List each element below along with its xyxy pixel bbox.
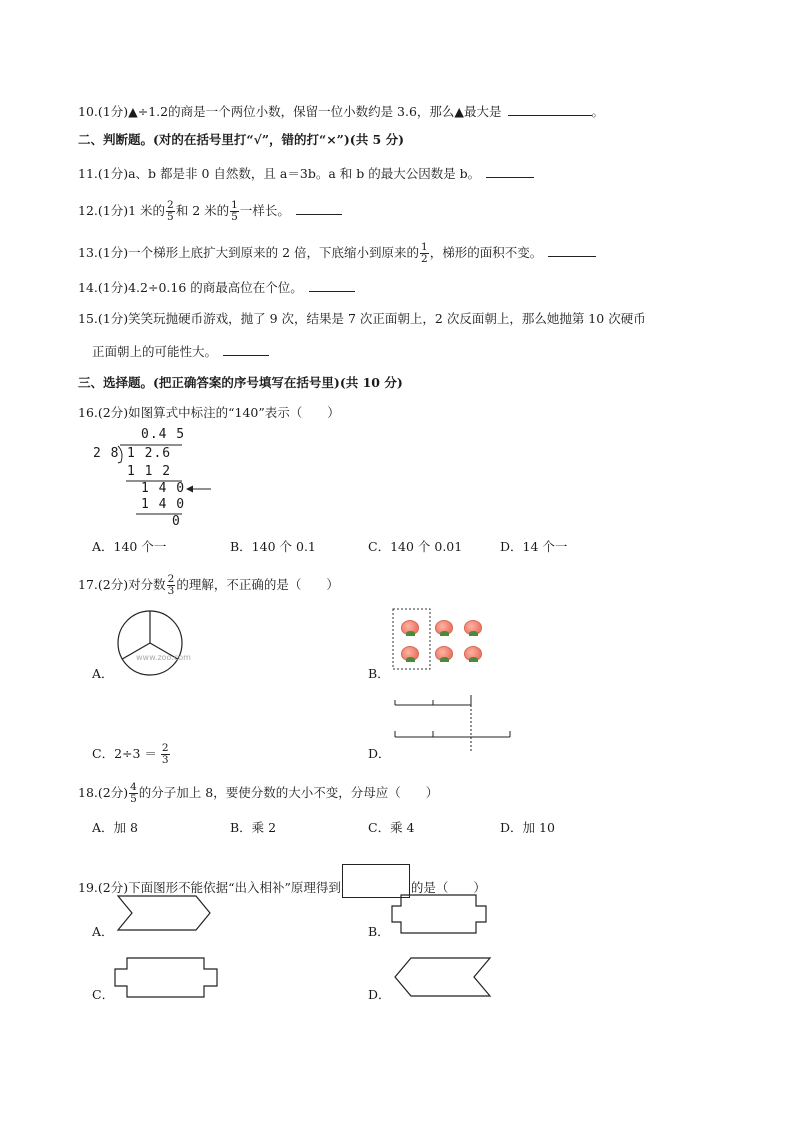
fraction: $\frac{2}{3}$ [161, 742, 169, 766]
shape-d [395, 958, 490, 996]
question-text: 4.2÷0.16 的商最高位在个位。 [128, 280, 303, 295]
q19-option-c[interactable]: C． [92, 987, 115, 1002]
division-quotient: 0.4 5 [141, 427, 186, 442]
question-text: 和 2 米的 [175, 203, 230, 218]
shape-b [392, 895, 486, 933]
question-score: (2分) [97, 880, 129, 895]
division-dividend: 1 2.6 [127, 446, 172, 461]
question-text: 正面朝上的可能性大。 [92, 344, 218, 359]
q17-option-c[interactable]: C．2÷3 ＝ $\frac{2}{3}$ [92, 742, 169, 766]
question-text: 1 米的 [128, 203, 166, 218]
watermark-text: www.zoo.com [136, 653, 191, 662]
question-text: 下面图形不能依据“出入相补”原理得到 [128, 880, 341, 895]
question-score: (1分) [97, 104, 129, 119]
q18-option-d[interactable]: D．加 10 [500, 820, 555, 835]
q18-option-c[interactable]: C．乘 4 [368, 820, 415, 835]
question-number: 16. [78, 405, 98, 420]
question-number: 19. [78, 880, 98, 895]
question-text: 一个梯形上底扩大到原来的 2 倍，下底缩小到原来的 [128, 245, 420, 260]
question-number: 12. [78, 203, 98, 218]
section-title-choice: 三、选择题。(把正确答案的序号填写在括号里)(共 10 分) [78, 375, 403, 390]
question-number: 14. [78, 280, 98, 295]
shape-c [115, 958, 217, 997]
fraction: $\frac{4}{5}$ [130, 781, 137, 805]
question-number: 17. [78, 577, 98, 592]
q19-option-a[interactable]: A． [92, 924, 114, 939]
question-score: (1分) [97, 203, 129, 218]
division-row-2: 1 4 0 [141, 481, 186, 496]
shape-a [118, 896, 210, 930]
q16-option-d[interactable]: D．14 个一 [500, 539, 568, 554]
question-text: 的理解，不正确的是（ ） [176, 577, 339, 592]
question-text: 笑笑玩抛硬币游戏，抛了 9 次，结果是 7 次正面朝上，2 次反面朝上，那么她抛第 10 次硬币 [128, 311, 646, 326]
question-text: a、b 都是非 0 自然数，且 a＝3b。a 和 b 的最大公因数是 b。 [128, 166, 481, 181]
q19-option-b[interactable]: B． [368, 924, 390, 939]
question-number: 11. [78, 166, 98, 181]
question-score: (2分) [97, 785, 129, 800]
fraction: $\frac{2}{5}$ [167, 199, 174, 223]
section-title-judgement: 二、判断题。(对的在括号里打“√”，错的打“×”)(共 5 分) [78, 132, 405, 147]
question-number: 13. [78, 245, 98, 260]
question-text-end: 。 [591, 104, 605, 119]
question-score: (1分) [97, 280, 129, 295]
q17-option-d[interactable]: D． [368, 746, 391, 761]
question-score: (1分) [97, 166, 129, 181]
division-row-3: 1 4 0 [141, 497, 186, 512]
question-number: 18. [78, 785, 98, 800]
question-number: 15. [78, 311, 98, 326]
question-text: 对分数 [128, 577, 166, 592]
q19-option-d[interactable]: D． [368, 987, 391, 1002]
q18-option-a[interactable]: A．加 8 [92, 820, 138, 835]
question-score: (1分) [97, 311, 129, 326]
fraction: $\frac{1}{2}$ [421, 241, 428, 265]
question-score: (1分) [97, 245, 129, 260]
question-text: 如图算式中标注的“140”表示（ ） [128, 405, 340, 420]
q18-option-b[interactable]: B．乘 2 [230, 820, 277, 835]
q16-option-c[interactable]: C．140 个 0.01 [368, 539, 463, 554]
q16-option-a[interactable]: A．140 个一 [92, 539, 167, 554]
question-text: 一样长。 [239, 203, 290, 218]
division-row-4: 0 [172, 514, 181, 529]
question-score: (2分) [97, 577, 129, 592]
q16-option-b[interactable]: B．140 个 0.1 [230, 539, 316, 554]
fraction: $\frac{1}{5}$ [231, 199, 238, 223]
question-number: 10. [78, 104, 98, 119]
q17-option-b[interactable]: B． [368, 666, 390, 681]
question-text: ，梯形的面积不变。 [429, 245, 543, 260]
q17-option-a[interactable]: A． [92, 666, 114, 681]
division-divisor: 2 8 [93, 446, 120, 461]
question-text: 的是（ ） [410, 880, 486, 895]
fraction: $\frac{2}{3}$ [167, 573, 175, 597]
division-row-1: 1 1 2 [127, 464, 172, 479]
question-score: (2分) [97, 405, 129, 420]
question-text: ▲÷1.2的商是一个两位小数，保留一位小数约是 3.6，那么▲最大是 [128, 104, 502, 119]
question-text: 的分子加上 8，要使分数的大小不变，分母应（ ） [138, 785, 439, 800]
